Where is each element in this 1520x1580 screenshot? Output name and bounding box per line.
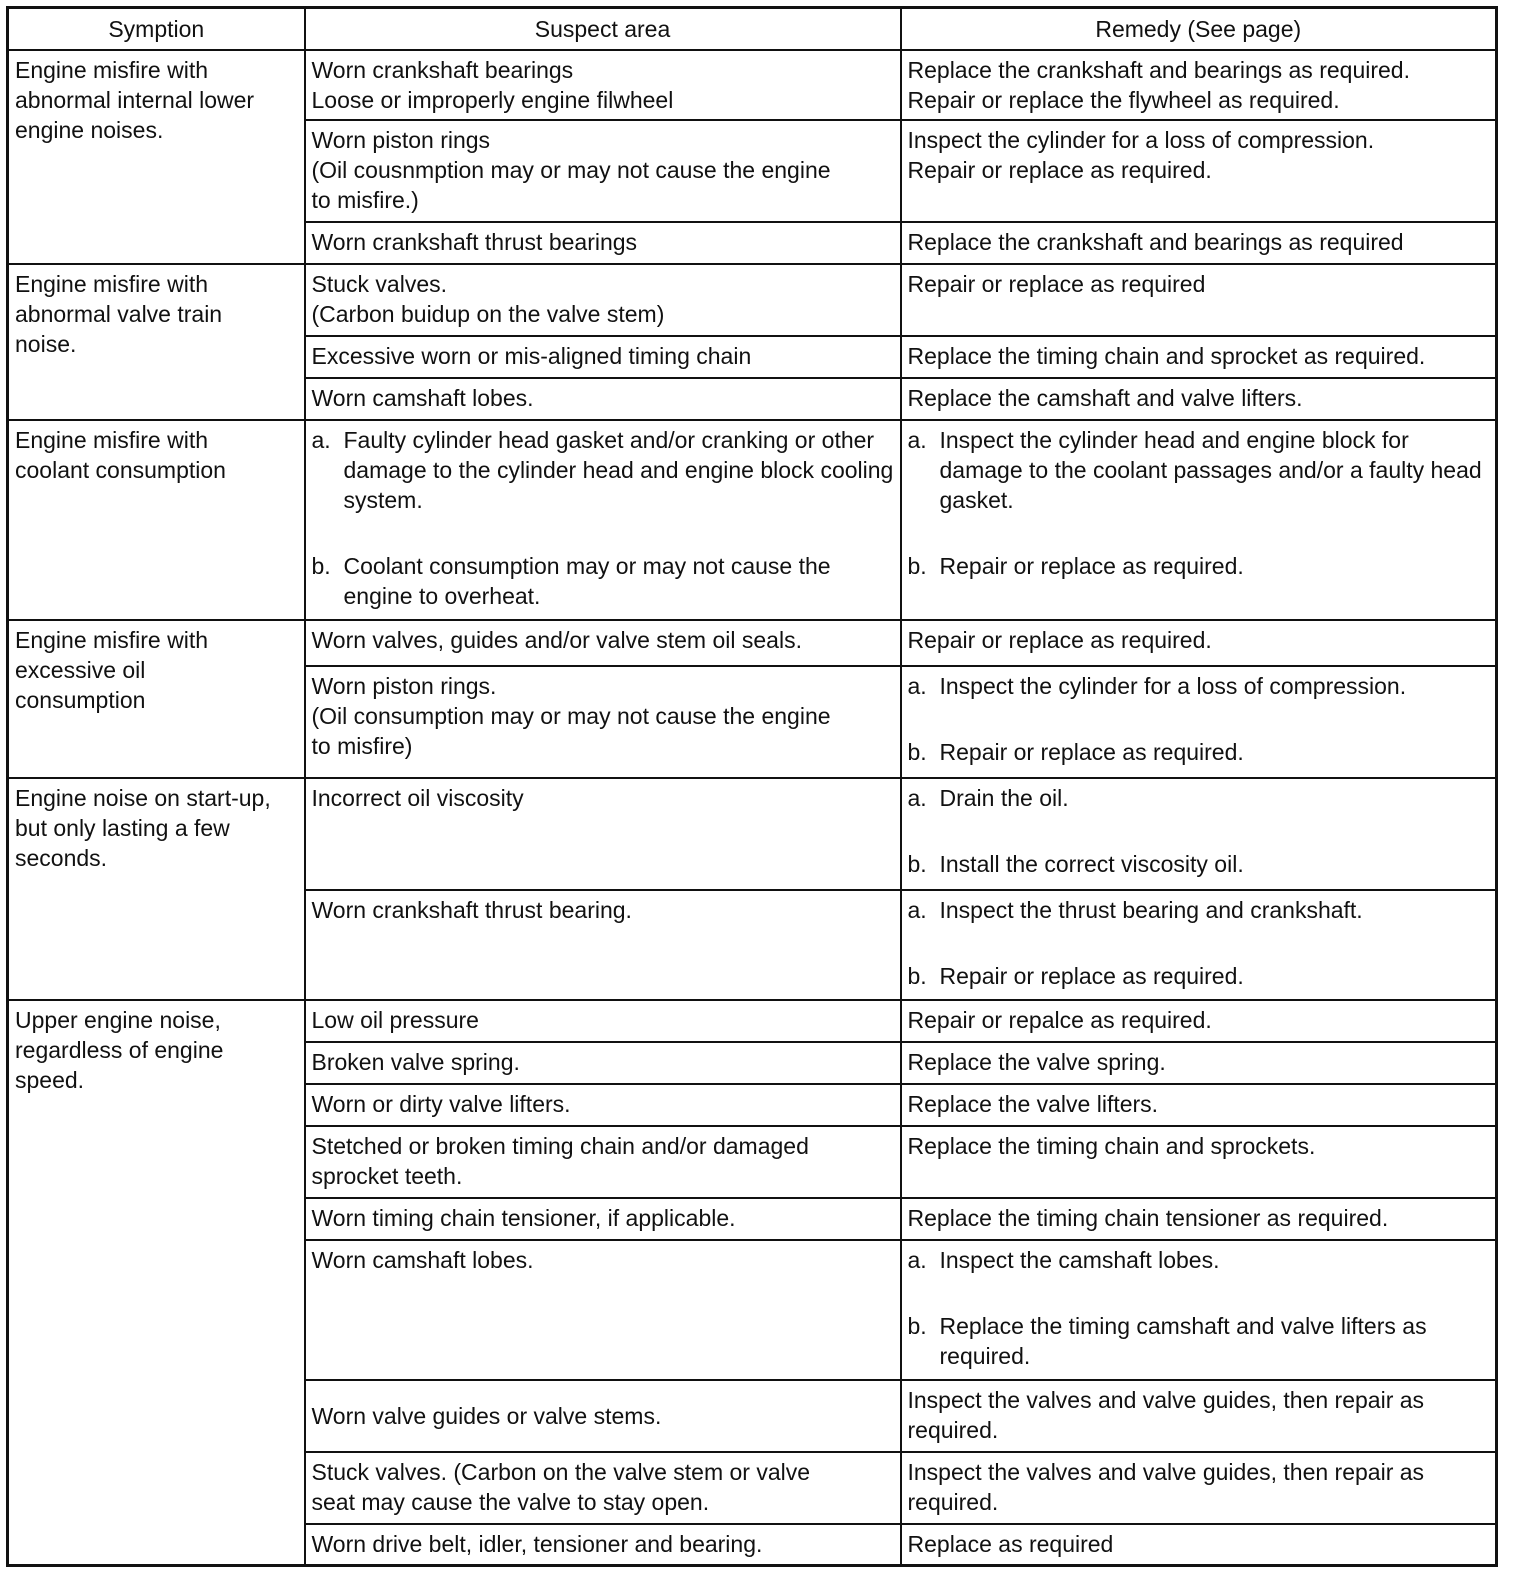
suspect-area-cell bbox=[305, 778, 901, 890]
remedy-line: Inspect the cylinder for a loss of compression. bbox=[907, 126, 1375, 153]
remedy-cell bbox=[901, 1084, 1497, 1126]
suspect-line: Worn crankshaft thrust bearing. bbox=[311, 896, 632, 923]
symptom-line: excessive oil bbox=[15, 656, 146, 683]
symptom-line: Engine misfire with bbox=[15, 626, 209, 653]
remedy-cell bbox=[901, 1524, 1497, 1566]
symptom-line: Engine misfire with bbox=[15, 56, 209, 83]
suspect-area-cell bbox=[305, 1240, 901, 1380]
item-label: b. bbox=[907, 1312, 927, 1339]
suspect-line: Worn camshaft lobes. bbox=[311, 1246, 534, 1273]
suspect-line: Worn crankshaft thrust bearings bbox=[311, 228, 638, 255]
suspect-area-cell bbox=[305, 1452, 901, 1524]
table-row bbox=[8, 1000, 1497, 1042]
suspect-line: Worn timing chain tensioner, if applicable. bbox=[311, 1204, 736, 1231]
item-label: a. bbox=[907, 1246, 927, 1273]
remedy-cell bbox=[901, 336, 1497, 378]
item-label: a. bbox=[907, 784, 927, 811]
table-body bbox=[8, 50, 1497, 1566]
suspect-line: Worn camshaft lobes. bbox=[311, 384, 534, 411]
symptom-line: abnormal valve train bbox=[15, 300, 223, 327]
item-label: a. bbox=[907, 672, 927, 699]
table-row bbox=[8, 264, 1497, 336]
symptom-cell bbox=[8, 264, 305, 420]
remedy-list-item bbox=[908, 961, 1490, 991]
remedy-line: Replace the valve spring. bbox=[907, 1048, 1166, 1075]
symptom-line: consumption bbox=[15, 686, 146, 713]
header-suspect-area: Suspect area bbox=[305, 8, 901, 50]
suspect-area-cell bbox=[305, 222, 901, 264]
header-row bbox=[8, 8, 1497, 50]
suspect-line: Stuck valves. bbox=[311, 270, 447, 297]
symptom-cell bbox=[8, 420, 305, 620]
suspect-area-cell bbox=[305, 1380, 901, 1452]
symptom-line: but only lasting a few bbox=[15, 814, 230, 841]
remedy-list-item bbox=[908, 671, 1490, 701]
item-text: Inspect the thrust bearing and crankshaft. bbox=[939, 896, 1363, 923]
suspect-line: seat may cause the valve to stay open. bbox=[311, 1488, 710, 1515]
suspect-area-cell bbox=[305, 1524, 901, 1566]
remedy-cell bbox=[901, 50, 1497, 120]
remedy-line: Replace as required bbox=[907, 1530, 1114, 1557]
item-spacer bbox=[908, 1275, 1490, 1311]
suspect-area-cell bbox=[305, 378, 901, 420]
symptom-line: seconds. bbox=[15, 844, 108, 871]
remedy-line: Repair or repalce as required. bbox=[907, 1006, 1212, 1033]
item-spacer bbox=[908, 515, 1490, 551]
remedy-cell bbox=[901, 890, 1497, 1000]
item-label: b. bbox=[907, 962, 927, 989]
remedy-cell bbox=[901, 1000, 1497, 1042]
suspect-area-cell bbox=[305, 1000, 901, 1042]
symptom-cell bbox=[8, 620, 305, 778]
remedy-line: Replace the crankshaft and bearings as required. bbox=[907, 56, 1410, 83]
symptom-line: Engine noise on start-up, bbox=[15, 784, 271, 811]
remedy-list-item bbox=[908, 849, 1490, 879]
remedy-cell bbox=[901, 778, 1497, 890]
suspect-area-cell bbox=[305, 1198, 901, 1240]
item-text: Repair or replace as required. bbox=[939, 738, 1244, 765]
remedy-cell bbox=[901, 264, 1497, 336]
remedy-line: Replace the crankshaft and bearings as required bbox=[907, 228, 1404, 255]
suspect-area-cell bbox=[305, 1042, 901, 1084]
symptom-line: noise. bbox=[15, 330, 77, 357]
symptom-line: coolant consumption bbox=[15, 456, 226, 483]
remedy-cell bbox=[901, 1240, 1497, 1380]
suspect-area-cell bbox=[305, 620, 901, 666]
remedy-line: Inspect the valves and valve guides, then repair as bbox=[907, 1458, 1425, 1485]
remedy-line: Replace the camshaft and valve lifters. bbox=[907, 384, 1303, 411]
suspect-line: Worn piston rings bbox=[311, 126, 491, 153]
suspect-area-cell bbox=[305, 420, 901, 620]
item-text: Inspect the camshaft lobes. bbox=[939, 1246, 1220, 1273]
item-spacer bbox=[908, 701, 1490, 737]
remedy-list-item bbox=[908, 895, 1490, 925]
suspect-list-item bbox=[312, 551, 894, 611]
suspect-line: Worn valve guides or valve stems. bbox=[311, 1402, 662, 1429]
remedy-line: Repair or replace as required. bbox=[907, 156, 1212, 183]
suspect-area-cell bbox=[305, 264, 901, 336]
item-text: Inspect the cylinder head and engine block for damage to the coolant passages and/or a faulty head gasket. bbox=[939, 426, 1482, 513]
suspect-line: (Oil consumption may or may not cause the engine bbox=[311, 702, 831, 729]
symptom-line: abnormal internal lower bbox=[15, 86, 255, 113]
header-remedy: Remedy (See page) bbox=[901, 8, 1497, 50]
suspect-list-item bbox=[312, 425, 894, 515]
item-text: Drain the oil. bbox=[939, 784, 1069, 811]
suspect-area-cell bbox=[305, 1126, 901, 1198]
suspect-line: Worn or dirty valve lifters. bbox=[311, 1090, 571, 1117]
item-label: a. bbox=[907, 896, 927, 923]
remedy-line: required. bbox=[907, 1488, 999, 1515]
remedy-line: Inspect the valves and valve guides, then repair as bbox=[907, 1386, 1425, 1413]
remedy-line: Replace the timing chain tensioner as required. bbox=[907, 1204, 1389, 1231]
suspect-line: Low oil pressure bbox=[311, 1006, 479, 1033]
suspect-area-cell bbox=[305, 50, 901, 120]
suspect-line: Loose or improperly engine filwheel bbox=[311, 86, 674, 113]
symptom-line: regardless of engine bbox=[15, 1036, 224, 1063]
item-spacer bbox=[312, 515, 894, 551]
table-row bbox=[8, 50, 1497, 120]
remedy-cell bbox=[901, 666, 1497, 778]
remedy-cell bbox=[901, 1452, 1497, 1524]
symptom-cell bbox=[8, 1000, 305, 1566]
symptom-line: engine noises. bbox=[15, 116, 164, 143]
suspect-line: Incorrect oil viscosity bbox=[311, 784, 524, 811]
suspect-line: (Oil cousnmption may or may not cause the engine bbox=[311, 156, 831, 183]
remedy-cell bbox=[901, 420, 1497, 620]
suspect-area-cell bbox=[305, 336, 901, 378]
remedy-cell bbox=[901, 378, 1497, 420]
remedy-line: Replace the valve lifters. bbox=[907, 1090, 1159, 1117]
suspect-area-cell bbox=[305, 1084, 901, 1126]
remedy-line: Replace the timing chain and sprocket as required. bbox=[907, 342, 1426, 369]
table-row bbox=[8, 420, 1497, 620]
table-row bbox=[8, 620, 1497, 666]
remedy-line: Repair or replace as required. bbox=[907, 626, 1212, 653]
symptom-line: speed. bbox=[15, 1066, 85, 1093]
item-spacer bbox=[908, 813, 1490, 849]
remedy-cell bbox=[901, 1380, 1497, 1452]
header-symptom: Symption bbox=[8, 8, 305, 50]
suspect-line: Broken valve spring. bbox=[311, 1048, 520, 1075]
suspect-line: Worn valves, guides and/or valve stem oil seals. bbox=[311, 626, 802, 653]
remedy-list-item bbox=[908, 783, 1490, 813]
remedy-cell bbox=[901, 1126, 1497, 1198]
suspect-line: Worn drive belt, idler, tensioner and bearing. bbox=[311, 1530, 763, 1557]
item-label: a. bbox=[311, 426, 331, 453]
remedy-line: Repair or replace the flywheel as required. bbox=[907, 86, 1340, 113]
remedy-line: Repair or replace as required bbox=[907, 270, 1206, 297]
suspect-line: to misfire.) bbox=[311, 186, 419, 213]
item-spacer bbox=[908, 925, 1490, 961]
item-label: b. bbox=[311, 552, 331, 579]
item-text: Coolant consumption may or may not cause the engine to overheat. bbox=[343, 552, 831, 609]
troubleshooting-table bbox=[6, 6, 1498, 1567]
remedy-list-item bbox=[908, 551, 1490, 581]
remedy-cell bbox=[901, 222, 1497, 264]
suspect-line: Stuck valves. (Carbon on the valve stem or valve bbox=[311, 1458, 811, 1485]
remedy-list-item bbox=[908, 425, 1490, 515]
item-text: Install the correct viscosity oil. bbox=[939, 850, 1244, 877]
suspect-line: sprocket teeth. bbox=[311, 1162, 463, 1189]
item-text: Faulty cylinder head gasket and/or cranking or other damage to the cylinder head and engine block cooling system. bbox=[343, 426, 894, 513]
item-text: Inspect the cylinder for a loss of compression. bbox=[939, 672, 1407, 699]
symptom-cell bbox=[8, 778, 305, 1000]
item-text: Replace the timing camshaft and valve lifters as required. bbox=[939, 1312, 1427, 1369]
remedy-line: required. bbox=[907, 1416, 999, 1443]
item-label: a. bbox=[907, 426, 927, 453]
item-label: b. bbox=[907, 552, 927, 579]
item-label: b. bbox=[907, 850, 927, 877]
symptom-line: Upper engine noise, bbox=[15, 1006, 221, 1033]
suspect-line: Worn piston rings. bbox=[311, 672, 497, 699]
remedy-list-item bbox=[908, 1245, 1490, 1275]
suspect-area-cell bbox=[305, 890, 901, 1000]
symptom-line: Engine misfire with bbox=[15, 270, 209, 297]
suspect-line: Excessive worn or mis-aligned timing chain bbox=[311, 342, 752, 369]
item-text: Repair or replace as required. bbox=[939, 962, 1244, 989]
table-row bbox=[8, 778, 1497, 890]
suspect-line: (Carbon buidup on the valve stem) bbox=[311, 300, 665, 327]
suspect-line: to misfire) bbox=[311, 732, 413, 759]
symptom-line: Engine misfire with bbox=[15, 426, 209, 453]
remedy-cell bbox=[901, 120, 1497, 222]
remedy-cell bbox=[901, 1198, 1497, 1240]
remedy-cell bbox=[901, 1042, 1497, 1084]
suspect-line: Stetched or broken timing chain and/or damaged bbox=[311, 1132, 809, 1159]
remedy-line: Replace the timing chain and sprockets. bbox=[907, 1132, 1316, 1159]
suspect-area-cell bbox=[305, 120, 901, 222]
remedy-list-item bbox=[908, 1311, 1490, 1371]
item-text: Repair or replace as required. bbox=[939, 552, 1244, 579]
item-label: b. bbox=[907, 738, 927, 765]
symptom-cell bbox=[8, 50, 305, 264]
remedy-cell bbox=[901, 620, 1497, 666]
remedy-list-item bbox=[908, 737, 1490, 767]
suspect-area-cell bbox=[305, 666, 901, 778]
suspect-line: Worn crankshaft bearings bbox=[311, 56, 574, 83]
